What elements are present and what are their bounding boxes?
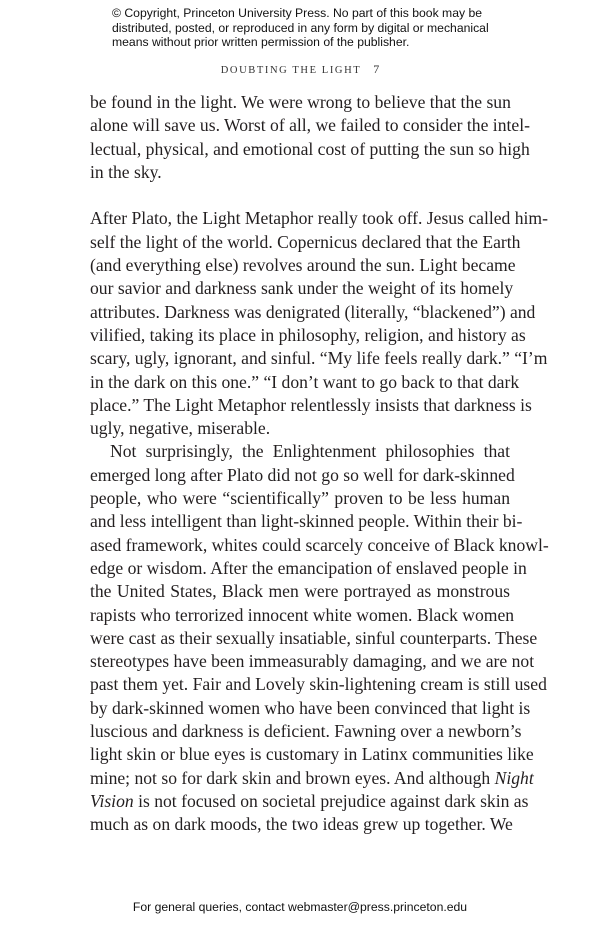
book-title: Night <box>494 767 534 788</box>
text-line: people, who were “scientifically” proven to be less human <box>90 488 510 509</box>
body-text <box>90 91 549 837</box>
text-line: stereotypes have been immeasurably damaging, and we are not <box>90 651 535 672</box>
text-line: past them yet. Fair and Lovely skin-lightening cream is still used <box>90 674 547 695</box>
text-line: edge or wisdom. After the emancipation of enslaved people in <box>90 557 527 578</box>
page-number: 7 <box>373 62 380 76</box>
text-line: lectual, physical, and emotional cost of putting the sun so high <box>90 138 530 159</box>
footer-contact: For general queries, contact webmaster@press.princeton.edu <box>132 900 468 914</box>
text-line: ugly, negative, miserable. <box>90 418 271 439</box>
text-line: scary, ugly, ignorant, and sinful. “My life feels really dark.” “I’m <box>90 348 548 369</box>
running-head-title: DOUBTING THE LIGHT <box>220 65 362 76</box>
text-line: luscious and darkness is deficient. Fawning over a newborn’s <box>90 721 522 742</box>
text-line: alone will save us. Worst of all, we failed to consider the intel- <box>90 115 530 136</box>
text-line: place.” The Light Metaphor relentlessly insists that darkness is <box>90 394 532 415</box>
text-span: mine; not so for dark skin and brown eyes. And although <box>90 767 495 788</box>
text-line: attributes. Darkness was denigrated (literally, “blackened”) and <box>90 301 536 322</box>
text-line: Not surprisingly, the Enlightenment philosophies that <box>110 441 510 462</box>
text-line: ased framework, whites could scarcely conceive of Black knowl- <box>90 534 549 555</box>
copyright-notice <box>112 6 512 50</box>
text-line: (and everything else) revolves around the sun. Light became <box>90 255 516 276</box>
text-line: vilified, taking its place in philosophy, religion, and history as <box>90 324 526 345</box>
copyright-line: distributed, posted, or reproduced in any form by digital or mechanical <box>112 20 489 35</box>
text-line: much as on dark moods, the two ideas grew up together. We <box>90 814 513 835</box>
paragraph <box>90 91 530 184</box>
paragraph <box>90 207 548 440</box>
copyright-line: © Copyright, Princeton University Press. No part of this book may be <box>112 6 483 20</box>
text-line: our savior and darkness sank under the weight of its homely <box>90 278 514 299</box>
book-title: Vision <box>90 790 134 811</box>
text-line: were cast as their sexually insatiable, sinful counterparts. These <box>90 627 538 648</box>
text-line: and less intelligent than light-skinned people. Within their bi- <box>90 511 523 532</box>
text-line: light skin or blue eyes is customary in Latinx communities like <box>90 744 534 765</box>
running-head <box>0 62 600 77</box>
text-line <box>90 790 529 813</box>
text-line: in the sky. <box>90 161 162 182</box>
paragraph <box>90 440 549 836</box>
copyright-line: means without prior written permission of the publisher. <box>112 35 410 50</box>
text-line: by dark-skinned women who have been convinced that light is <box>90 697 531 718</box>
paragraph-gap <box>90 184 510 207</box>
text-line: After Plato, the Light Metaphor really took off. Jesus called him- <box>90 208 548 229</box>
text-line <box>90 767 534 790</box>
text-line: the United States, Black men were portrayed as monstrous <box>90 581 510 602</box>
text-line: be found in the light. We were wrong to believe that the sun <box>90 92 511 112</box>
text-line: rapists who terrorized innocent white women. Black women <box>90 604 515 625</box>
text-line: self the light of the world. Copernicus declared that the Earth <box>90 231 521 252</box>
text-span: is not focused on societal prejudice against dark skin as <box>133 790 529 811</box>
text-line: in the dark on this one.” “I don’t want to go back to that dark <box>90 371 520 392</box>
text-line: emerged long after Plato did not go so well for dark-skinned <box>90 464 515 485</box>
